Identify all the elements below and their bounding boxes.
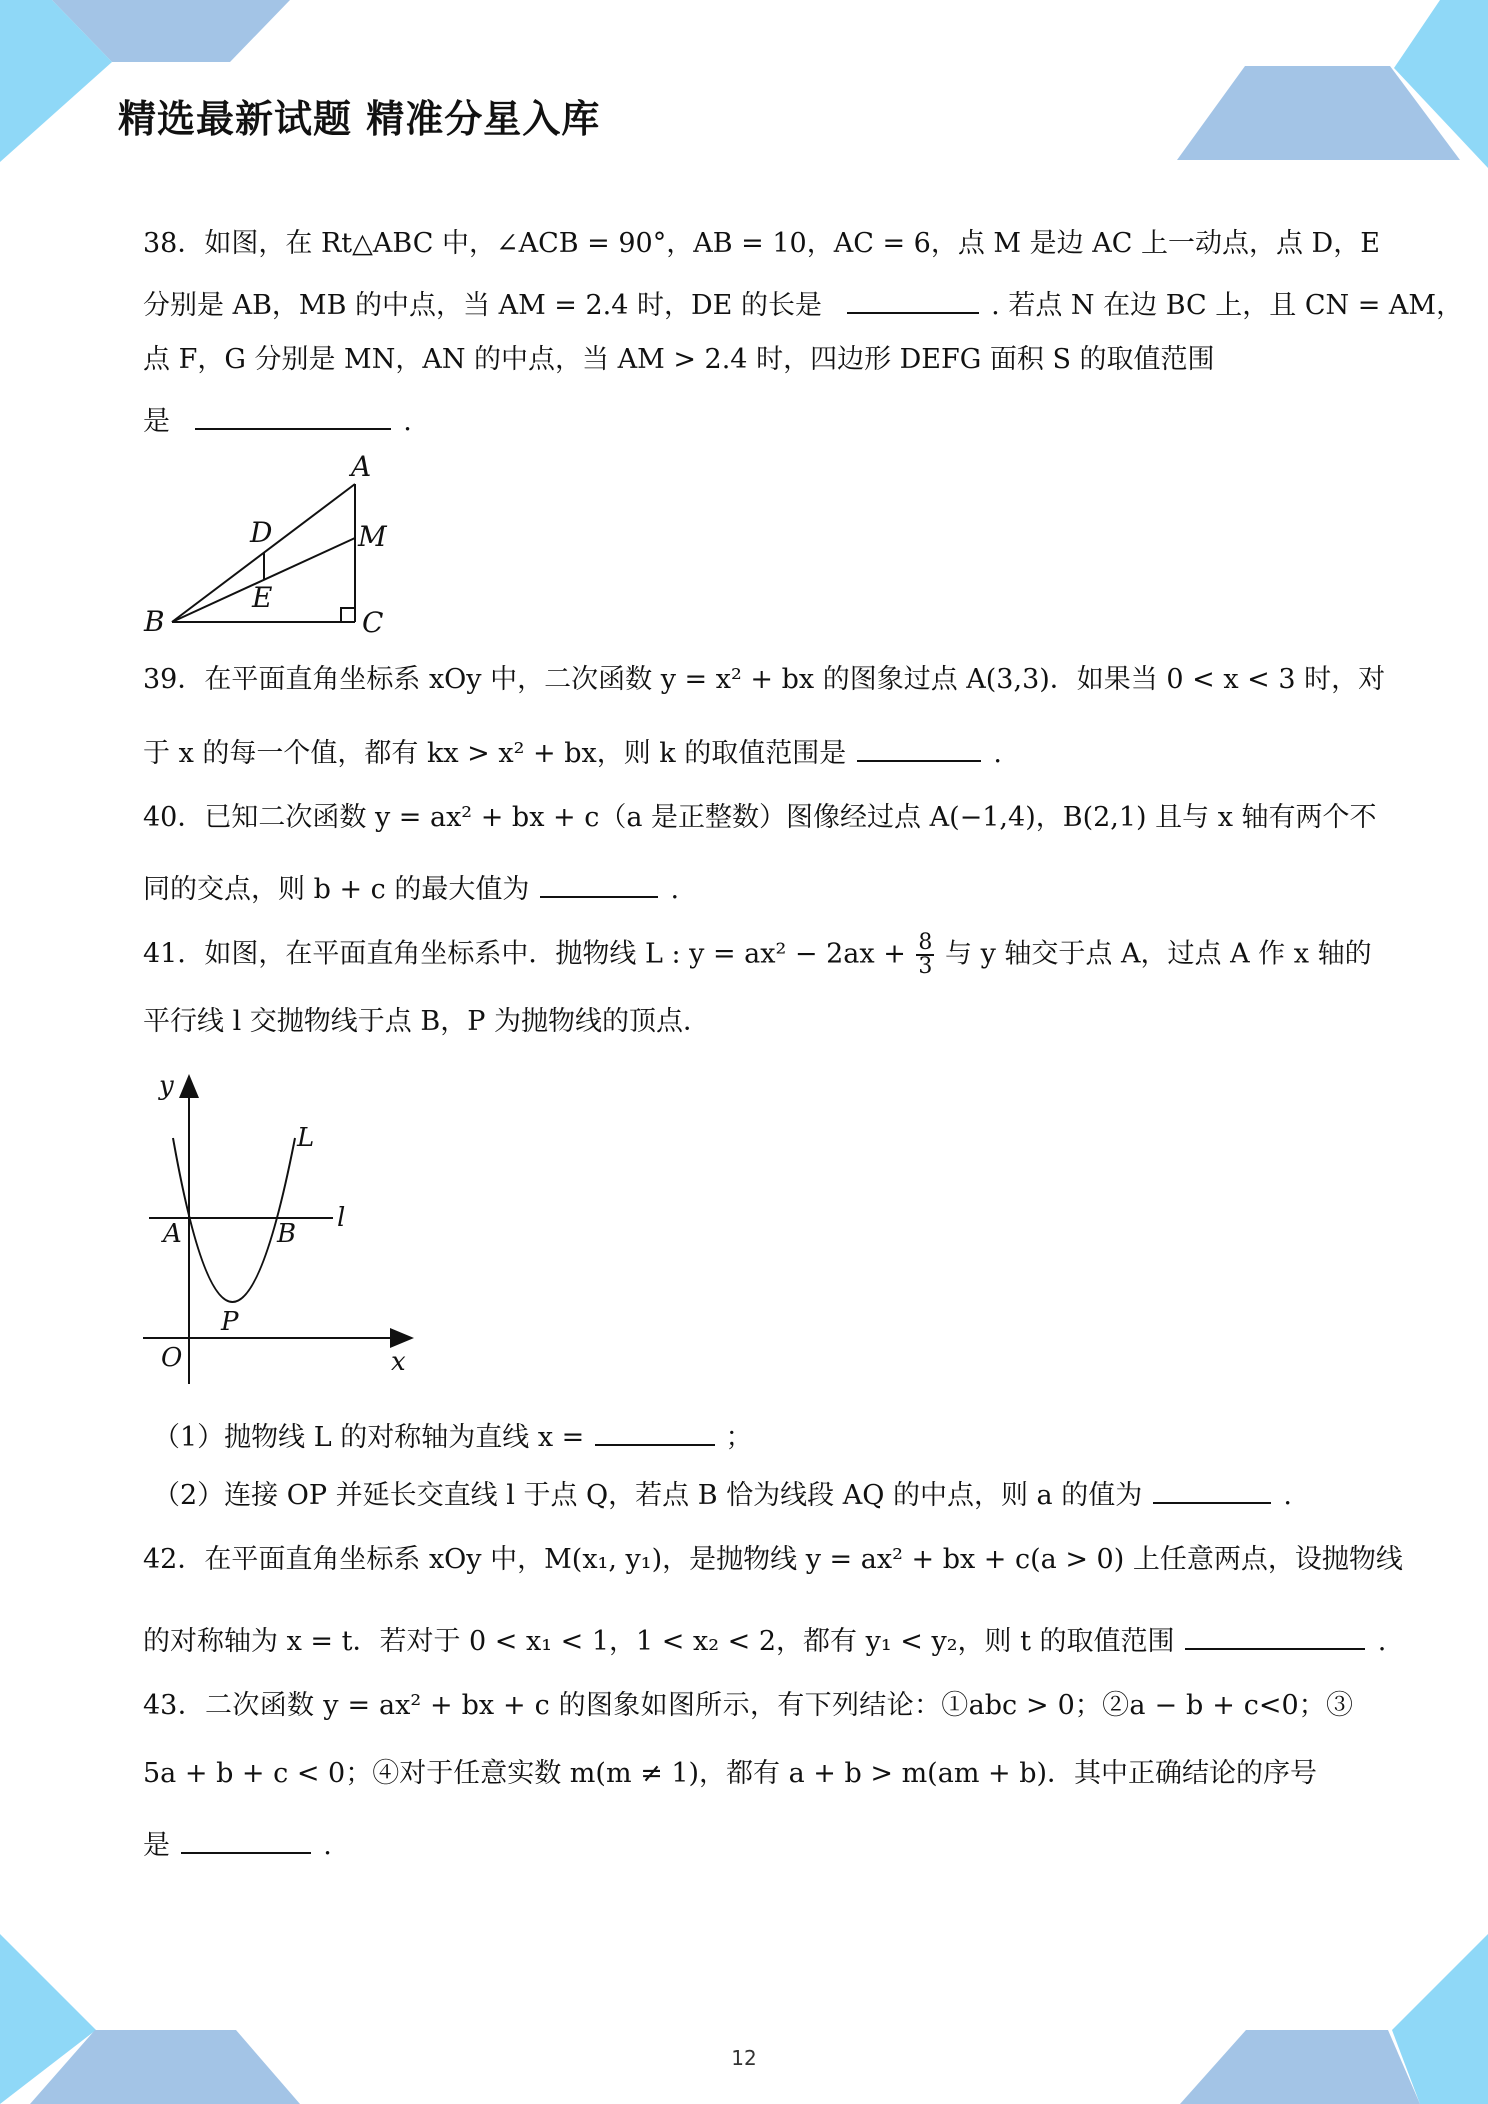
q38-triangle-figure [140, 446, 410, 641]
q41-line2: 平行线 l 交抛物线于点 B，P 为抛物线的顶点． [143, 1006, 710, 1037]
q40-line2-tail: . [670, 874, 680, 905]
label-x: x [391, 1347, 406, 1377]
q39-line2-text: 于 x 的每一个值，都有 kx > x² + bx，则 k 的取值范围是 [143, 738, 847, 769]
q43-line3-tail: . [323, 1830, 332, 1861]
q42-line2-text: 的对称轴为 x = t．若对于 0 < x₁ < 1，1 < x₂ < 2，都有 y₁ < y₂，则 t 的取值范围 [143, 1626, 1175, 1657]
q41-fraction-numerator: 8 [918, 930, 933, 955]
q38-line2 [143, 282, 1463, 322]
q39-line2 [143, 730, 1002, 770]
q41-fraction [916, 932, 934, 978]
label-e: E [252, 581, 273, 614]
q40-line1: 40．已知二次函数 y = ax² + bx + c（a 是正整数）图像经过点 A(−1,4)，B(2,1) 且与 x 轴有两个不 [143, 802, 1377, 833]
label-parabola-l: L [297, 1123, 315, 1153]
q43-line1: 43．二次函数 y = ax² + bx + c 的图象如图所示，有下列结论：①abc > 0；②a − b + c<0；③ [143, 1690, 1353, 1721]
q41-sub2-text: （2）连接 OP 并延长交直线 l 于点 Q，若点 B 恰为线段 AQ 的中点，则 a 的值为 [153, 1480, 1143, 1511]
right-angle-mark [341, 608, 355, 622]
q40-line2 [143, 866, 679, 906]
q43-blank[interactable] [181, 1822, 311, 1854]
q41-line1 [143, 930, 1372, 979]
q41-line1-text: 41．如图，在平面直角坐标系中．抛物线 L : y = ax² − 2ax + [143, 938, 906, 970]
q39-line1: 39．在平面直角坐标系 xOy 中，二次函数 y = x² + bx 的图象过点 A(3,3)．如果当 0 < x < 3 时，对 [143, 664, 1386, 695]
q41-blank2[interactable] [1153, 1472, 1271, 1504]
q41-line1-tail: 与 y 轴交于点 A，过点 A 作 x 轴的 [945, 938, 1372, 970]
page-number: 12 [731, 2046, 757, 2070]
q38-line2-text: 分别是 AB，MB 的中点，当 AM = 2.4 时，DE 的长是 [143, 290, 822, 321]
q43-line3-text: 是 [143, 1830, 170, 1861]
q41-sub1 [153, 1414, 752, 1454]
label-line-l: l [337, 1203, 346, 1233]
label-b: B [277, 1219, 297, 1249]
q41-parabola-figure [135, 1066, 425, 1386]
label-o: O [161, 1343, 183, 1373]
q38-line4-tail: . [403, 406, 412, 437]
label-d: D [250, 516, 273, 549]
q39-blank[interactable] [857, 730, 981, 762]
label-p: P [221, 1307, 239, 1337]
q39-line2-tail: . [993, 738, 1003, 769]
q38-line4 [143, 398, 412, 438]
q40-line2-text: 同的交点，则 b + c 的最大值为 [143, 874, 530, 905]
q41-blank1[interactable] [595, 1414, 715, 1446]
q41-sub2 [153, 1472, 1292, 1512]
q42-line1: 42．在平面直角坐标系 xOy 中，M(x₁, y₁)，是抛物线 y = ax² + bx + c(a > 0) 上任意两点，设抛物线 [143, 1544, 1403, 1575]
label-y: y [159, 1071, 174, 1101]
label-b: B [144, 605, 165, 638]
q41-sub2-tail: . [1283, 1480, 1293, 1511]
q38-line2-tail: . 若点 N 在边 BC 上，且 CN = AM， [991, 290, 1464, 321]
q38-blank1[interactable] [847, 282, 979, 314]
label-m: M [358, 520, 387, 553]
label-c: C [362, 606, 384, 639]
q38-line4-text: 是 [143, 406, 170, 437]
q38-line3: 点 F，G 分别是 MN，AN 的中点，当 AM > 2.4 时，四边形 DEFG 面积 S 的取值范围 [143, 344, 1215, 375]
q38-line1: 38．如图，在 Rt△ABC 中，∠ACB = 90°，AB = 10，AC = 6，点 M 是边 AC 上一动点，点 D，E [143, 228, 1380, 259]
q41-sub1-tail: ； [725, 1422, 753, 1453]
label-a: A [351, 450, 372, 483]
header-title: 精选最新试题 精准分星入库 [118, 97, 601, 141]
q42-line2-tail: . [1377, 1626, 1387, 1657]
q41-sub1-text: （1）抛物线 L 的对称轴为直线 x = [153, 1422, 585, 1453]
q38-blank2[interactable] [195, 398, 391, 430]
q43-line2: 5a + b + c < 0；④对于任意实数 m(m ≠ 1)，都有 a + b > m(am + b)．其中正确结论的序号 [143, 1758, 1318, 1789]
q42-line2 [143, 1618, 1386, 1658]
q43-line3 [143, 1822, 332, 1862]
q40-blank[interactable] [540, 866, 658, 898]
label-a: A [163, 1219, 182, 1249]
q42-blank[interactable] [1185, 1618, 1365, 1650]
q41-fraction-denominator: 3 [918, 954, 933, 979]
